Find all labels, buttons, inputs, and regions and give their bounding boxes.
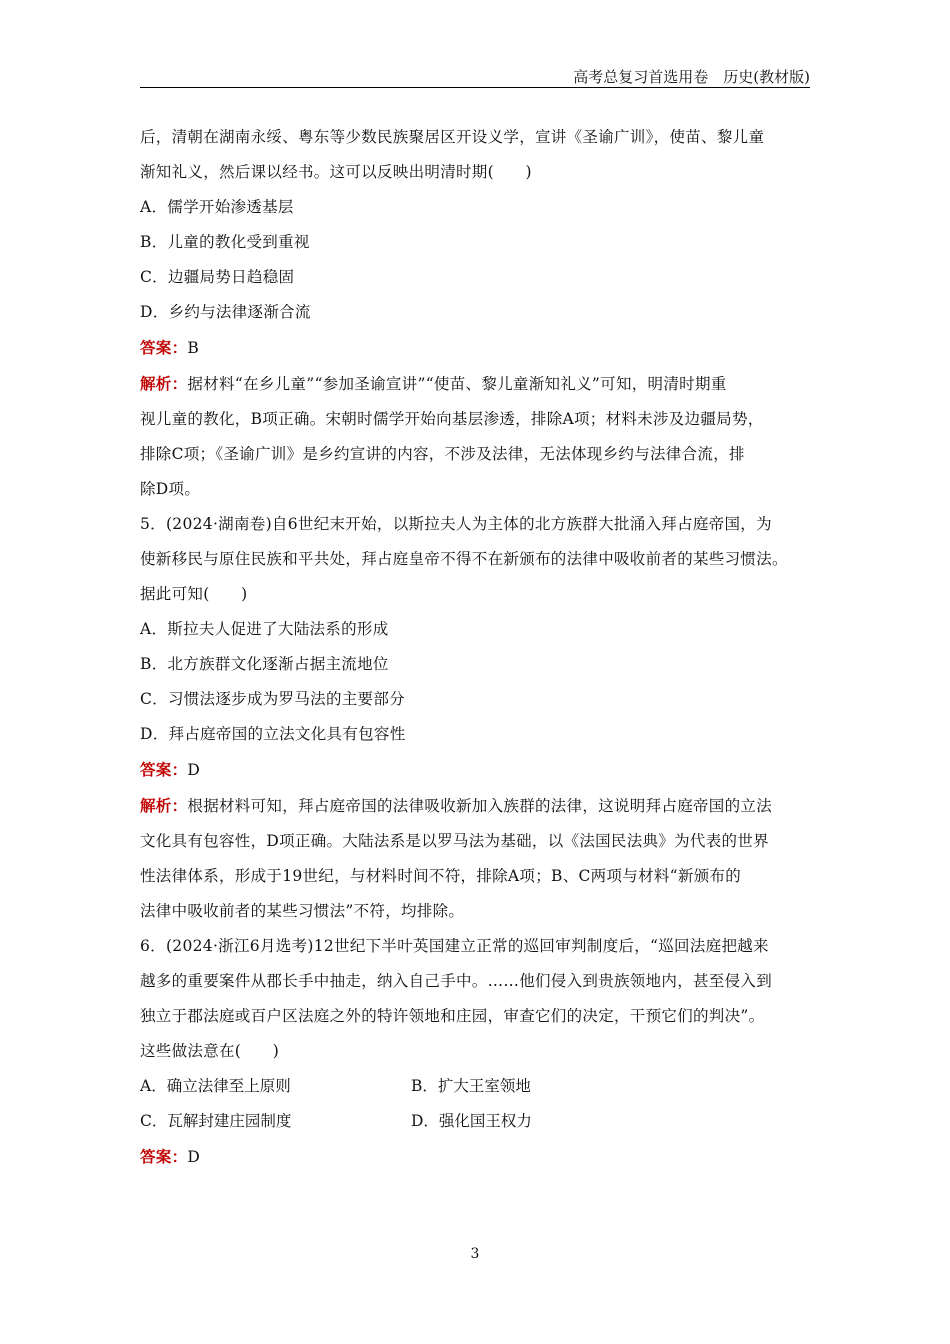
q4-analysis-line: 视儿童的教化，B项正确。宋朝时儒学开始向基层渗透，排除A项；材料未涉及边疆局势， [140, 410, 764, 428]
q5-stem-line: 使新移民与原住民族和平共处，拜占庭皇帝不得不在新颁布的法律中吸收前者的某些习惯法。 [140, 550, 788, 568]
q5-option-b: B．北方族群文化逐渐占据主流地位 [140, 655, 389, 673]
q6-stem-line: 越多的重要案件从郡长手中抽走，纳入自己手中。……他们侵入到贵族领地内，甚至侵入到 [140, 972, 773, 990]
q6-stem-line: 独立于郡法庭或百户区法庭之外的特许领地和庄园，审查它们的决定，干预它们的判决”。 [140, 1007, 765, 1025]
q6-stem-line: 6．(2024·浙江6月选考)12世纪下半叶英国建立正常的巡回审判制度后，“巡回法庭把越来 [140, 937, 769, 955]
q4-stem-line: 后，清朝在湖南永绥、粤东等少数民族聚居区开设义学，宣讲《圣谕广训》，使苗、黎儿童 [140, 128, 765, 146]
q5-analysis-line: 法律中吸收前者的某些习惯法”不符，均排除。 [140, 902, 465, 920]
q4-stem-line: 渐知礼义，然后课以经书。这可以反映出明清时期( ) [140, 163, 532, 181]
page-content [140, 120, 812, 1175]
q5-option-c: C．习惯法逐步成为罗马法的主要部分 [140, 690, 405, 708]
page-number: 3 [470, 1246, 480, 1262]
analysis-label: 解析： [140, 374, 188, 393]
q5-option-d: D．拜占庭帝国的立法文化具有包容性 [140, 725, 406, 743]
q5-option-a: A．斯拉夫人促进了大陆法系的形成 [140, 620, 389, 638]
answer-label: 答案： [140, 338, 188, 357]
q6-option-c: C．瓦解封建庄园制度 [140, 1112, 292, 1130]
page-header: 高考总复习首选用卷 历史(教材版) [573, 68, 810, 86]
q6-option-b: B．扩大王室领地 [411, 1077, 531, 1095]
q5-stem-line: 5．(2024·湖南卷)自6世纪末开始，以斯拉夫人为主体的北方族群大批涌入拜占庭帝国，为 [140, 515, 772, 533]
q5-analysis-line: 解析：根据材料可知，拜占庭帝国的法律吸收新加入族群的法律，这说明拜占庭帝国的立法 [140, 796, 773, 815]
q4-option-b: B．儿童的教化受到重视 [140, 233, 310, 251]
q5-answer [140, 752, 812, 788]
q6-answer [140, 1139, 812, 1175]
q5-analysis-line: 性法律体系，形成于19世纪，与材料时间不符，排除A项；B、C两项与材料“新颁布的 [140, 867, 742, 885]
q6-options-row [140, 1104, 812, 1139]
header-rule [140, 87, 810, 88]
q4-option-d: D．乡约与法律逐渐合流 [140, 303, 311, 321]
q4-analysis-line: 解析：据材料“在乡儿童”“参加圣谕宣讲”“使苗、黎儿童渐知礼义”可知，明清时期重 [140, 374, 727, 393]
answer-value: D [187, 761, 201, 779]
analysis-label: 解析： [140, 796, 188, 815]
answer-value: B [187, 339, 200, 357]
answer-value: D [187, 1148, 201, 1166]
q4-option-c: C．边疆局势日趋稳固 [140, 268, 295, 286]
q6-options-row [140, 1069, 812, 1104]
q5-stem-line: 据此可知( ) [140, 585, 248, 603]
q6-option-a: A．确立法律至上原则 [140, 1077, 291, 1095]
q6-option-d: D．强化国王权力 [411, 1112, 532, 1130]
answer-label: 答案： [140, 760, 188, 779]
answer-label: 答案： [140, 1147, 188, 1166]
q4-analysis-line: 排除C项；《圣谕广训》是乡约宣讲的内容，不涉及法律，无法体现乡约与法律合流，排 [140, 445, 745, 463]
q4-analysis-line: 除D项。 [140, 480, 201, 498]
q4-option-a: A．儒学开始渗透基层 [140, 198, 294, 216]
q4-answer [140, 330, 812, 366]
q6-stem-line: 这些做法意在( ) [140, 1042, 280, 1060]
q5-analysis-line: 文化具有包容性，D项正确。大陆法系是以罗马法为基础，以《法国民法典》为代表的世界 [140, 832, 769, 850]
